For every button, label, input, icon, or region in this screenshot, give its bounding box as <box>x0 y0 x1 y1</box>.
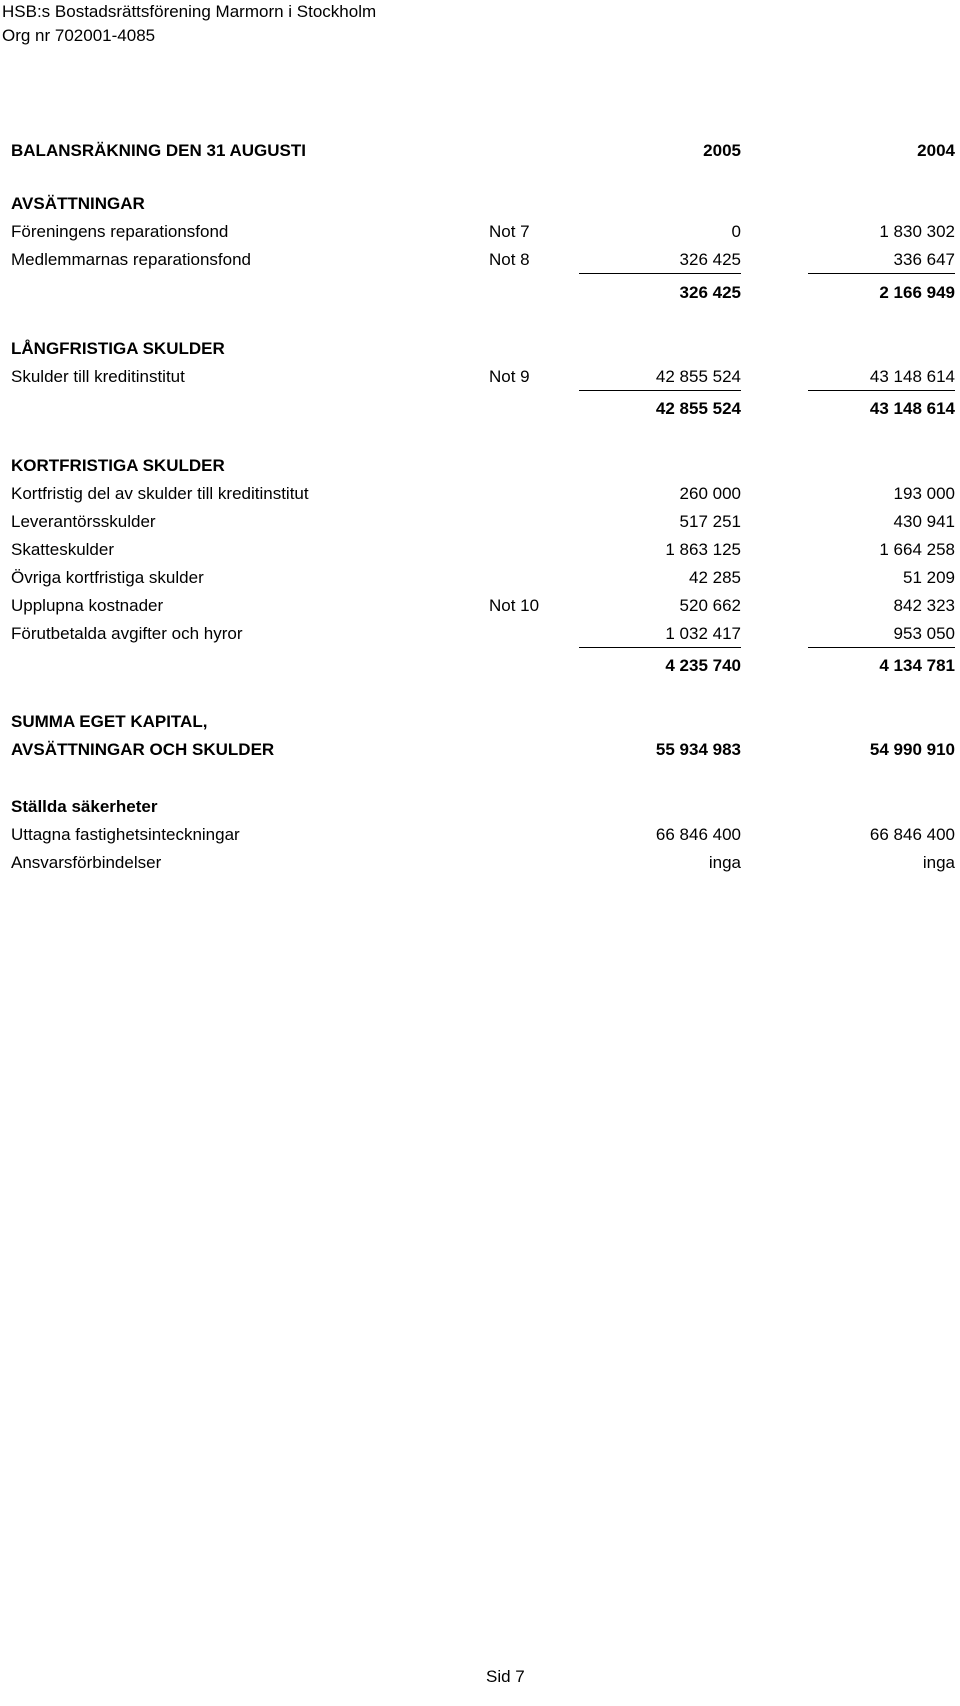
page-number: Sid 7 <box>486 1667 525 1686</box>
table-row: Leverantörsskulder 517 251 430 941 <box>11 512 955 531</box>
section-heading-stallda: Ställda säkerheter <box>11 797 158 816</box>
subtotal-row: 4 235 740 4 134 781 <box>665 656 955 675</box>
table-row: Skatteskulder 1 863 125 1 664 258 <box>11 540 955 559</box>
table-row: Föreningens reparationsfond Not 7 0 1 830 302 <box>11 220 956 244</box>
subtotal-divider <box>808 273 955 274</box>
section-heading-langfristiga: LÅNGFRISTIGA SKULDER <box>11 339 225 358</box>
document-header <box>2 0 376 48</box>
organization-number: Org nr 702001-4085 <box>2 26 156 45</box>
table-row: Ansvarsförbindelser inga inga <box>11 853 955 872</box>
grand-total-label-row: SUMMA EGET KAPITAL, <box>11 712 208 731</box>
column-header-2004: 2004 <box>917 141 955 160</box>
table-row: Förutbetalda avgifter och hyror 1 032 417 953 050 <box>11 624 955 643</box>
subtotal-row: 42 855 524 43 148 614 <box>655 399 955 418</box>
subtotal-divider <box>579 390 741 391</box>
section-heading-kortfristiga: KORTFRISTIGA SKULDER <box>11 456 225 475</box>
grand-total-row: AVSÄTTNINGAR OCH SKULDER 55 934 983 54 990 910 <box>11 740 955 759</box>
subtotal-divider <box>808 390 955 391</box>
balance-title: BALANSRÄKNING DEN 31 AUGUSTI <box>11 141 307 160</box>
table-row: Medlemmarnas reparationsfond Not 8 326 425 336 647 <box>11 248 956 272</box>
note-reference: Not 7 <box>489 222 530 241</box>
subtotal-divider <box>808 647 955 648</box>
subtotal-row: 326 425 2 166 949 <box>679 283 955 302</box>
note-reference: Not 8 <box>489 250 530 269</box>
subtotal-divider <box>579 273 741 274</box>
section-heading-avsattningar: AVSÄTTNINGAR <box>11 194 145 213</box>
column-header-2005: 2005 <box>703 141 741 160</box>
subtotal-divider <box>579 647 741 648</box>
organization-name: HSB:s Bostadsrättsförening Marmorn i Stockholm <box>2 2 377 21</box>
table-row: Uttagna fastighetsinteckningar 66 846 400 66 846 400 <box>11 825 955 844</box>
table-row: Kortfristig del av skulder till kreditinstitut 260 000 193 000 <box>11 484 955 503</box>
balance-title-row <box>11 139 956 163</box>
table-row: Skulder till kreditinstitut Not 9 42 855 524 43 148 614 <box>11 365 956 389</box>
note-reference: Not 10 <box>489 596 540 615</box>
table-row: Upplupna kostnader Not 10 520 662 842 323 <box>11 594 956 618</box>
table-row: Övriga kortfristiga skulder 42 285 51 209 <box>11 568 955 587</box>
note-reference: Not 9 <box>489 367 530 386</box>
